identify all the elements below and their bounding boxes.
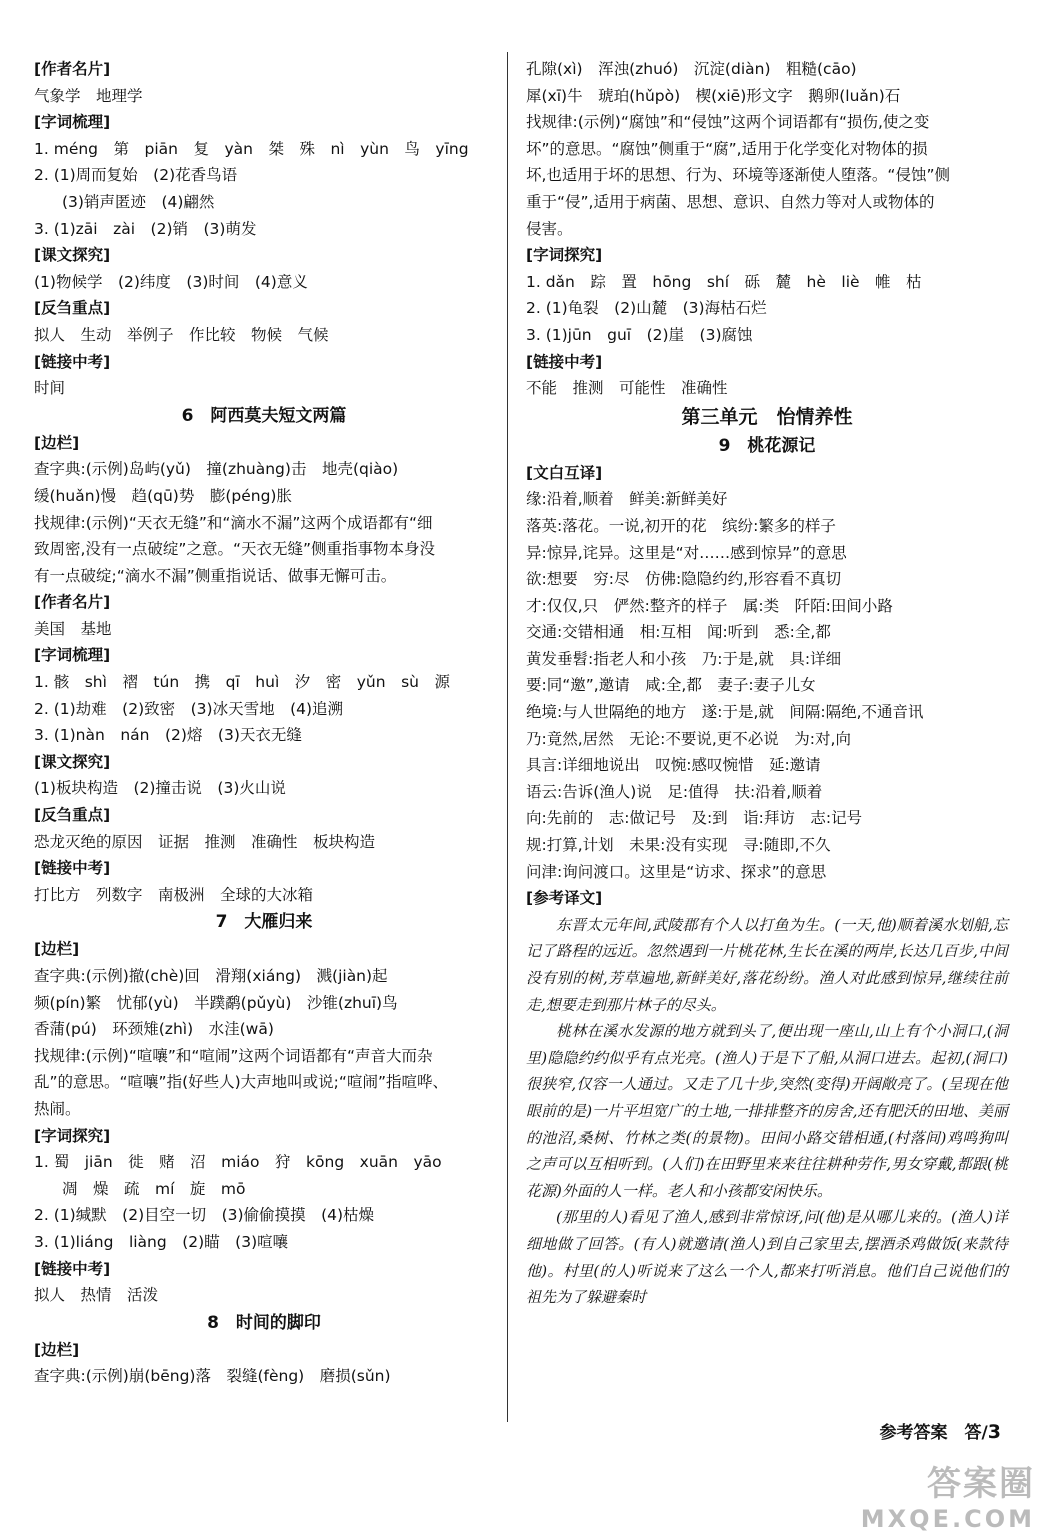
section-header: [字词梳理] [34,646,111,665]
text-line: 频(pín)繁 忧郁(yù) 半蹼鹬(pǔyù) 沙锥(zhuī)鸟 [34,993,398,1012]
text-line: 缓(huǎn)慢 趋(qū)势 膨(péng)胀 [34,486,292,505]
section-header: [反刍重点] [34,299,111,318]
translation-paragraph: 桃林在溪水发源的地方就到头了,便出现一座山,山上有个小洞口,(洞里)隐隐约约似乎有点光亮。(渔人)于是下了船,从洞口进去。起初,(洞口)很狭窄,仅容一人通过。又走了几十步,突然(变得)开阔敞亮了。(呈现在他眼前的是)一片平坦宽广的土地,一排排整齐的房舍,还有肥沃的田地、美丽的池沼,桑树、竹林之类(的景物)。田间小路交错相通,(村落间)鸡鸣狗叫之声可以互相听到。(人们)在田野里来来往往耕种劳作,男女穿戴,都跟(桃花源)外面的人一样。老人和小孩都安闲快乐。 [526,1022,1008,1200]
text-line: 2. (1)周而复始 (2)花香鸟语 [34,166,238,185]
lesson-title: 9 桃花源记 [718,435,816,456]
section-header: [链接中考] [34,1259,111,1278]
section-header: [边栏] [34,1340,80,1359]
text-line: 找规律:(示例)“天衣无缝”和“滴水不漏”这两个成语都有“细 [34,513,433,532]
text-line: 香蒲(pú) 环颈雉(zhì) 水洼(wā) [34,1020,274,1039]
text-line: (3)销声匿迹 (4)翩然 [62,192,215,211]
text-line: (1)板块构造 (2)撞击说 (3)火山说 [34,779,286,798]
text-line: 向:先前的 志:做记号 及:到 诣:拜访 志:记号 [526,809,863,828]
text-line: 绝境:与人世隔绝的地方 遂:于是,就 间隔:隔绝,不通音讯 [526,703,924,722]
text-line: 1. 骸 shì 褶 tún 携 qī huì 汐 密 yǔn sù 源 [34,673,450,692]
text-line: 1. dǎn 踪 置 hōng shí 砾 麓 hè liè 帷 枯 [526,272,922,291]
text-line: 1. 蜀 jiān 徙 赌 沼 miáo 狩 kōng xuān yāo [34,1153,442,1172]
watermark-logo [861,1456,1035,1533]
text-line: 乃:竟然,居然 无论:不要说,更不必说 为:对,向 [526,729,851,748]
watermark-line2: MXQE.COM [860,1505,1035,1533]
section-header: [反刍重点] [34,806,111,825]
text-line: 1. méng 第 piān 复 yàn 桀 殊 nì yùn 鸟 yīng [34,139,469,158]
text-line: 3. (1)jūn guī (2)崖 (3)腐蚀 [526,325,753,344]
text-line: (1)物候学 (2)纬度 (3)时间 (4)意义 [34,272,308,291]
right-top-content [526,56,1008,912]
section-header: [作者名片] [34,60,111,78]
reference-translation [526,912,1008,1311]
section-header: [链接中考] [526,352,603,371]
text-line: 异:惊异,诧异。这里是“对……感到惊异”的意思 [526,543,847,562]
right-column [526,56,1008,1311]
text-line: 致周密,没有一点破绽”之意。“天衣无缝”侧重指事物本身没 [34,540,436,559]
footer-label: 参考答案 答/ [879,1423,988,1443]
translation-paragraph: (那里的人)看见了渔人,感到非常惊讶,问(他)是从哪儿来的。(渔人)详细地做了回答。(有人)就邀请(渔人)到自己家里去,摆酒杀鸡做饭(来款待他)。村里(的人)听说来了这么一个人,都来打听消息。他们自己说他们的祖先为了躲避秦时 [526,1208,1008,1307]
column-divider [507,52,508,1422]
text-line: 拟人 生动 举例子 作比较 物候 气候 [34,325,329,344]
page-number: 3 [987,1421,1001,1443]
text-line: 查字典:(示例)岛屿(yǔ) 撞(zhuàng)击 地壳(qiào) [34,460,399,479]
text-line: 3. (1)zāi zài (2)销 (3)萌发 [34,219,257,238]
section-header: [课文探究] [34,752,111,771]
text-line: 缘:沿着,顺着 鲜美:新鲜美好 [526,490,728,509]
section-header: [字词探究] [34,1126,111,1145]
text-line: 恐龙灭绝的原因 证据 推测 准确性 板块构造 [34,832,376,851]
text-line: 打比方 列数字 南极洲 全球的大冰箱 [34,885,314,904]
section-header: [链接中考] [34,352,111,371]
text-line: 语云:告诉(渔人)说 足:值得 扶:沿着,顺着 [526,782,823,801]
section-header: [边栏] [34,940,80,959]
unit-title: 第三单元 怡情养性 [681,405,853,428]
text-line: 问津:询问渡口。这里是“访求、探求”的意思 [526,862,827,881]
section-header: [文白互译] [526,463,603,482]
translation-paragraph: 东晋太元年间,武陵郡有个人以打鱼为生。(一天,他)顺着溪水划船,忘记了路程的远近。忽然遇到一片桃花林,生长在溪的两岸,长达几百步,中间没有别的树,芳草遍地,新鲜美好,落花纷纷。渔人对此感到惊异,继续往前走,想要走到那片林子的尽头。 [526,915,1008,1014]
text-line: 找规律:(示例)“腐蚀”和“侵蚀”这两个词语都有“损伤,使之变 [526,113,930,132]
text-line: 具言:详细地说出 叹惋:感叹惋惜 延:邀请 [526,756,821,775]
text-line: 热闹。 [34,1099,81,1118]
text-line: 查字典:(示例)撤(chè)回 滑翔(xiáng) 溅(jiàn)起 [34,967,388,985]
text-line: 时间 [34,379,66,398]
text-line: 2. (1)缄默 (2)目空一切 (3)偷偷摸摸 (4)枯燥 [34,1206,375,1225]
text-line: 拟人 热情 活泼 [34,1286,159,1305]
text-line: 交通:交错相通 相:互相 闻:听到 悉:全,都 [526,623,831,642]
lesson-title: 8 时间的脚印 [207,1312,321,1333]
lesson-title: 6 阿西莫夫短文两篇 [181,405,347,426]
text-line: 犀(xī)牛 琥珀(hǔpò) 楔(xiē)形文字 鹅卵(luǎn)石 [526,86,901,105]
text-line: 乱”的意思。“喧嚷”指(好些人)大声地叫或说;“喧闹”指喧哗、 [34,1073,448,1092]
text-line: 重于“侵”,适用于病菌、思想、意识、自然力等对人或物体的 [526,192,935,211]
text-line: 孔隙(xì) 浑浊(zhuó) 沉淀(diàn) 粗糙(cāo) [526,60,857,78]
section-header: [链接中考] [34,859,111,878]
text-line: 凋 燥 疏 mí 旋 mō [62,1179,246,1198]
left-column [34,56,494,1390]
text-line: 落英:落花。一说,初开的花 缤纷:繁多的样子 [526,516,836,535]
text-line: 气象学 地理学 [34,86,143,105]
text-line: 2. (1)劫难 (2)致密 (3)冰天雪地 (4)追溯 [34,699,344,718]
section-header: [字词探究] [526,246,603,265]
text-line: 找规律:(示例)“喧嚷”和“喧闹”这两个词语都有“声音大而杂 [34,1046,433,1065]
text-line: 侵害。 [526,219,573,238]
text-line: 有一点破绽;“滴水不漏”侧重指说话、做事无懈可击。 [34,566,397,585]
text-line: 规:打算,计划 未果:没有实现 寻:随即,不久 [526,836,831,855]
watermark-line1: 答案圈 [927,1464,1035,1504]
section-header: [边栏] [34,433,80,452]
lesson-title: 7 大雁归来 [215,912,313,933]
text-line: 欲:想要 穷:尽 仿佛:隐隐约约,形容看不真切 [526,570,842,589]
text-line: 坏,也适用于坏的思想、行为、环境等逐渐使人堕落。“侵蚀”侧 [526,166,950,185]
text-line: 美国 基地 [34,619,112,638]
text-line: 查字典:(示例)崩(bēng)落 裂缝(fèng) 磨损(sǔn) [34,1367,391,1386]
text-line: 黄发垂髫:指老人和小孩 乃:于是,就 具:详细 [526,649,842,668]
text-line: 3. (1)liáng liàng (2)瞄 (3)喧嚷 [34,1232,289,1251]
text-line: 3. (1)nàn nán (2)熔 (3)天衣无缝 [34,726,302,745]
text-line: 要:同“邀”,邀请 咸:全,都 妻子:妻子儿女 [526,676,816,695]
section-header: [参考译文] [526,889,603,908]
text-line: 坏”的意思。“腐蚀”侧重于“腐”,适用于化学变化对物体的损 [526,139,928,158]
page-footer [880,1418,1001,1443]
section-header: [字词梳理] [34,113,111,132]
section-header: [作者名片] [34,593,111,612]
text-line: 不能 推测 可能性 准确性 [526,379,728,398]
section-header: [课文探究] [34,246,111,265]
text-line: 2. (1)龟裂 (2)山麓 (3)海枯石烂 [526,299,767,318]
text-line: 才:仅仅,只 俨然:整齐的样子 属:类 阡陌:田间小路 [526,596,893,615]
